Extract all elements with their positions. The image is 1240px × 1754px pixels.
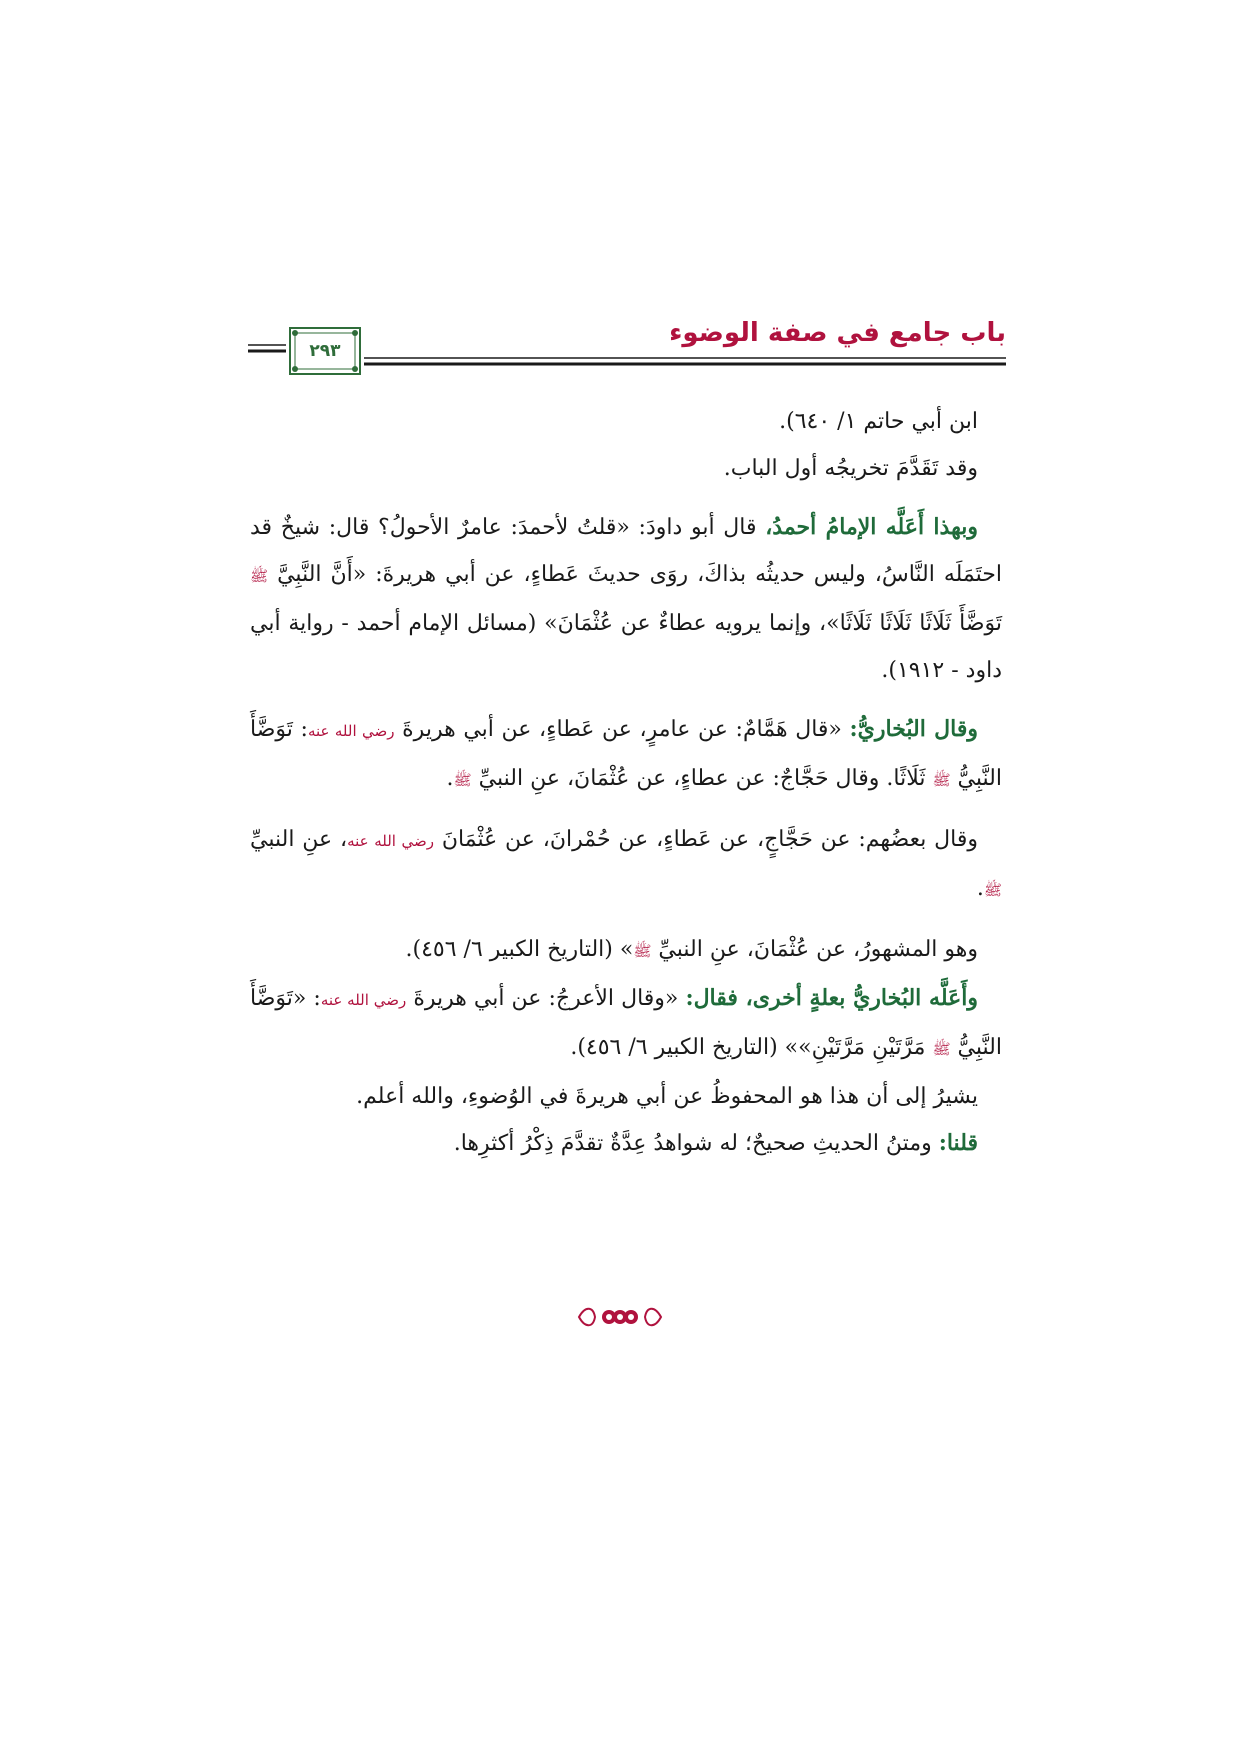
salutation-mark: ﷺ	[932, 771, 951, 789]
paragraph-text: : «تَوَضَّأَ النَّبِيُّ	[250, 986, 1002, 1060]
paragraph-8: يشيرُ إلى أن هذا هو المحفوظُ عن أبي هريرةَ في الوُضوءِ، والله أعلم.	[356, 1084, 978, 1109]
paragraph-text: ، عنِ النبيِّ	[250, 827, 348, 852]
paragraph-6	[250, 926, 1002, 975]
paragraph-3	[250, 504, 1002, 694]
paragraph-label: وقال البُخاريُّ:	[849, 716, 978, 742]
paragraph-text: قال أبو داودَ: «قلتُ لأحمدَ: عامرٌ الأحولُ؟ قال: شيخٌ قد احتَمَلَه النَّاسُ، وليس حديثُه بذاكَ، روَى حديثَ عَطاءٍ، عن أبي هريرةَ: «أَنَّ النَّبِيَّ	[250, 515, 1002, 587]
salutation-mark: ﷺ	[983, 881, 1002, 899]
paragraph-text: وقال بعضُهم: عن حَجَّاجٍ، عن عَطاءٍ، عن حُمْرانَ، عن عُثْمَانَ	[434, 827, 979, 852]
paragraph-text: .	[976, 876, 984, 901]
paragraph-text: «قال هَمَّامٌ: عن عامرٍ، عن عَطاءٍ، عن أبي هريرةَ	[394, 717, 850, 742]
page-number: ٢٩٣	[309, 341, 341, 361]
salutation-mark: ﷺ	[250, 567, 269, 585]
paragraph-text: مَرَّتَيْنِ مَرَّتَيْنِ»» (التاريخ الكبير ٦/ ٤٥٦).	[570, 1035, 933, 1060]
paragraph-text: .	[446, 766, 454, 791]
page-header	[248, 318, 1006, 384]
paragraph-4	[250, 706, 1002, 804]
paragraph-text: ومتنُ الحديثِ صحيحٌ؛ له شواهدُ عِدَّةٌ تقدَّمَ ذِكْرُ أكثرِها.	[453, 1131, 939, 1156]
paragraph-text: وهو المشهورُ، عن عُثْمَانَ، عنِ النبيِّ	[651, 937, 978, 962]
salutation-mark: ﷺ	[932, 1040, 951, 1058]
salutation-mark: ﷺ	[633, 942, 652, 960]
chapter-title: باب جامع في صفة الوضوء	[669, 318, 1006, 348]
floral-divider-icon	[575, 1300, 665, 1334]
paragraph-label: وبهذا أَعَلَّه الإمامُ أحمدُ،	[765, 514, 978, 540]
paragraph-2: وقد تَقَدَّمَ تخريجُه أول الباب.	[723, 456, 978, 481]
main-text	[250, 398, 1002, 1167]
paragraph-5	[250, 816, 1002, 914]
paragraph-text: » (التاريخ الكبير ٦/ ٤٥٦).	[405, 937, 634, 962]
paragraph-1: ابن أبي حاتم ١/ ٦٤٠).	[779, 409, 978, 434]
honorific-mark: رضي الله عنه	[347, 832, 435, 850]
honorific-mark: رضي الله عنه	[307, 722, 395, 740]
paragraph-7	[250, 975, 1002, 1073]
paragraph-text: ثَلَاثًا. وقال حَجَّاجٌ: عن عطاءٍ، عن عُثْمَانَ، عنِ النبيِّ	[471, 766, 933, 791]
paragraph-label: وأَعَلَّه البُخاريُّ بعلةٍ أخرى، فقال:	[685, 985, 978, 1011]
paragraph-text: : تَوَضَّأَ النَّبِيُّ	[250, 717, 1002, 791]
paragraph-label: قلنا:	[938, 1130, 978, 1156]
paragraph-9	[250, 1120, 1002, 1167]
salutation-mark: ﷺ	[453, 771, 472, 789]
paragraph-text: «وقال الأعرجُ: عن أبي هريرةَ	[406, 986, 686, 1011]
honorific-mark: رضي الله عنه	[320, 991, 407, 1009]
paragraph-text: تَوَضَّأَ ثَلَاثًا ثَلَاثًا ثَلَاثًا»، وإنما يرويه عطاءٌ عن عُثْمَانَ» (مسائل الإمام أحمد - رواية أبي داود - ١٩١٢).	[250, 611, 1002, 683]
